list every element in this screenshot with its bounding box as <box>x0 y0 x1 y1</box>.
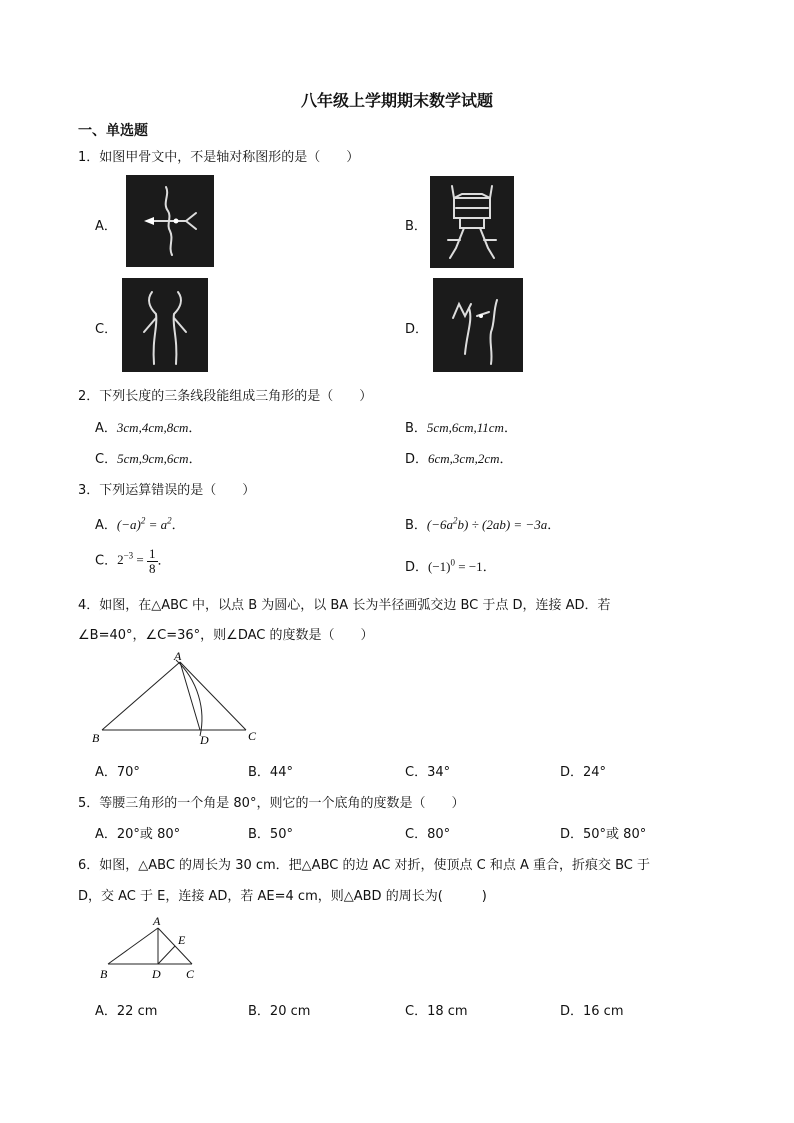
q3-option-c-period: ． <box>157 553 171 569</box>
q2-option-d-value: 6cm,3cm,2cm <box>428 451 500 466</box>
q1-stem: 1．如图甲骨文中，不是轴对称图形的是（ ） <box>78 150 360 165</box>
q2-option-b-label: B． <box>405 421 427 436</box>
page-title: 八年级上学期期末数学试题 <box>300 91 493 110</box>
q3-option-b-expr: $(-6a^2b) \div (2ab) = -3a$ <box>426 515 548 532</box>
q5-option-a[interactable]: A．20°或 80° <box>95 827 181 842</box>
q3-option-c-label: C． <box>95 553 118 569</box>
q2-option-a[interactable] <box>95 417 201 436</box>
q5-option-b[interactable]: B．50° <box>248 827 293 842</box>
q2-option-a-label: A． <box>95 421 117 436</box>
q6-label-e: E <box>178 933 186 947</box>
q3-option-d-expr: $(-1)^0 = -1$ <box>428 557 483 574</box>
q4-option-b[interactable]: B．44° <box>248 765 293 780</box>
q2-stem: 2．下列长度的三条线段能组成三角形的是（ ） <box>78 389 373 404</box>
q2-option-c-period: ． <box>188 452 202 467</box>
q4-label-b: B <box>92 731 100 745</box>
q4-label-c: C <box>248 729 257 743</box>
q6-option-a[interactable]: A．22 cm <box>95 1004 158 1019</box>
q2-option-b-period: ． <box>503 421 517 436</box>
q3-option-a-expr: $(-a)^2 = a^2$ <box>116 515 172 532</box>
q3-option-a[interactable] <box>95 514 185 533</box>
q2-option-c[interactable] <box>95 448 202 467</box>
q1-oracle-image-d <box>433 278 523 372</box>
q5-option-c[interactable]: C．80° <box>405 827 451 842</box>
q6-option-d[interactable]: D．16 cm <box>560 1004 624 1019</box>
q3-option-d[interactable] <box>405 556 496 575</box>
q3-option-a-label: A． <box>95 518 117 533</box>
q6-stem-line1: 6．如图，△ABC 的周长为 30 cm．把△ABC 的边 AC 对折，使顶点 C 和点 A 重合，折痕交 BC 于 <box>78 858 651 873</box>
q2-option-a-period: ． <box>188 421 202 436</box>
q4-label-d: D <box>200 733 209 746</box>
q6-label-d: D <box>152 967 161 981</box>
q1-oracle-image-b <box>430 176 514 268</box>
q4-label-a: A <box>174 650 182 663</box>
q3-option-b-period: ． <box>547 518 561 533</box>
q1-option-a-label[interactable]: A． <box>95 219 117 234</box>
section-heading: 一、单选题 <box>78 123 148 139</box>
q6-side-ab <box>108 928 158 964</box>
q4-stem-line1: 4．如图，在△ABC 中，以点 B 为圆心，以 BA 长为半径画弧交边 BC 于点 D，连接 AD．若 <box>78 598 611 613</box>
q4-side-ab <box>102 662 180 730</box>
q6-label-a: A <box>153 914 161 928</box>
q4-option-a[interactable]: A．70° <box>95 765 140 780</box>
q2-option-d[interactable] <box>405 448 513 467</box>
q6-option-b[interactable]: B．20 cm <box>248 1004 311 1019</box>
q2-option-c-value: 5cm,9cm,6cm <box>117 451 189 466</box>
q6-option-c[interactable]: C．18 cm <box>405 1004 468 1019</box>
q4-option-d[interactable]: D．24° <box>560 765 607 780</box>
q5-option-d[interactable]: D．50°或 80° <box>560 827 647 842</box>
q6-stem-line2: D，交 AC 于 E，连接 AD，若 AE=4 cm，则△ABD 的周长为( ) <box>78 889 487 904</box>
q2-option-c-label: C． <box>95 452 118 467</box>
q6-triangle-figure <box>98 912 208 984</box>
q2-option-b-value: 5cm,6cm,11cm <box>426 420 504 435</box>
q4-option-c[interactable]: C．34° <box>405 765 451 780</box>
q3-option-b-label: B． <box>405 518 427 533</box>
q3-option-b[interactable] <box>405 514 560 533</box>
q2-option-a-value: 3cm,4cm,8cm <box>116 420 189 435</box>
q1-option-c-label[interactable]: C． <box>95 322 118 337</box>
q6-fold-de <box>158 946 175 964</box>
q3-option-d-period: ． <box>482 560 496 575</box>
q1-option-b-label[interactable]: B． <box>405 219 427 234</box>
q3-option-c[interactable] <box>95 547 171 576</box>
q4-triangle-figure <box>88 650 268 746</box>
q1-option-d-label[interactable]: D． <box>405 322 429 337</box>
q6-label-c: C <box>186 967 195 981</box>
q2-option-b[interactable] <box>405 417 517 436</box>
q2-option-d-period: ． <box>499 452 513 467</box>
q3-option-a-period: ． <box>171 518 185 533</box>
q6-label-b: B <box>100 967 108 981</box>
q3-stem: 3．下列运算错误的是（ ） <box>78 483 256 498</box>
q3-option-c-expr: $2^{-3}$ = $\frac{1}{8}$ <box>117 546 156 576</box>
q5-stem: 5．等腰三角形的一个角是 80°，则它的一个底角的度数是（ ） <box>78 796 465 811</box>
q3-option-d-label: D． <box>405 560 429 575</box>
q1-oracle-image-c <box>122 278 208 372</box>
q2-option-d-label: D． <box>405 452 429 467</box>
q1-oracle-image-a <box>126 175 214 267</box>
q4-stem-line2: ∠B=40°，∠C=36°，则∠DAC 的度数是（ ） <box>78 628 374 643</box>
